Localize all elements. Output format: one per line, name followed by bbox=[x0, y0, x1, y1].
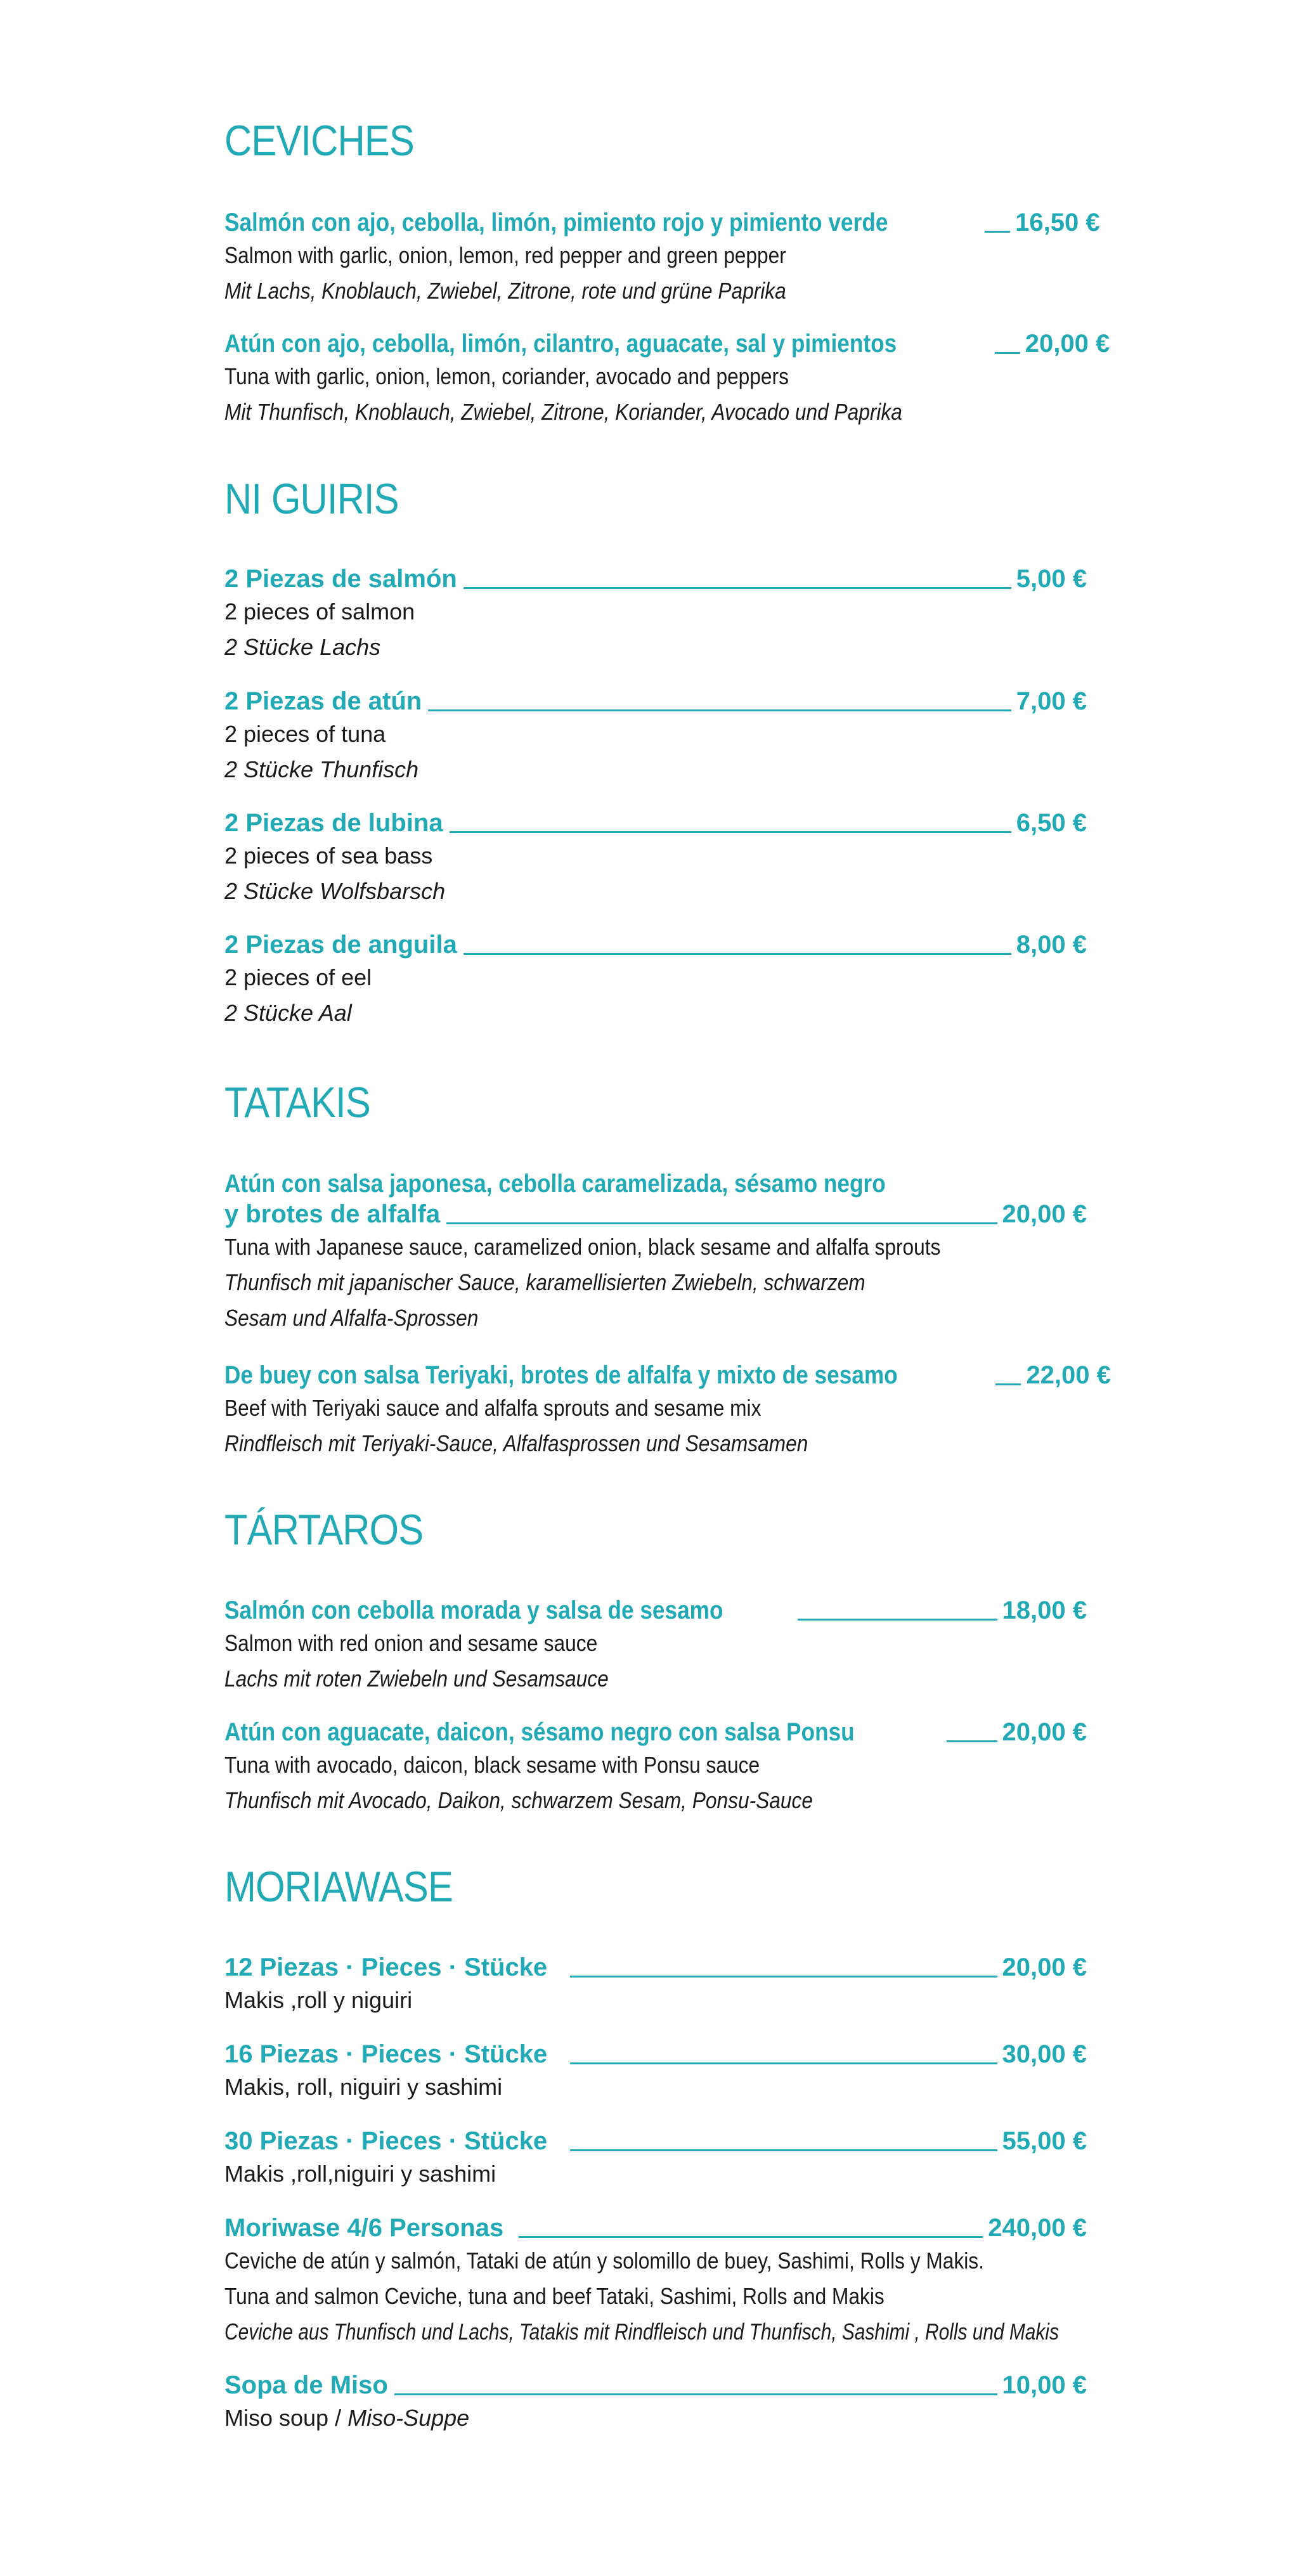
menu-item bbox=[224, 2370, 1087, 2436]
item-desc-en: Tuna with Japanese sauce, caramelized onion, black sesame and alfalfa sprouts bbox=[224, 1234, 941, 1260]
item-desc-en: 2 pieces of tuna bbox=[224, 721, 386, 747]
item-name: 30 Piezas · Pieces · Stücke bbox=[224, 2127, 548, 2155]
item-name: Atún con aguacate, daicon, sésamo negro con salsa Ponsu bbox=[224, 1718, 855, 1746]
item-name: 12 Piezas · Pieces · Stücke bbox=[224, 1953, 548, 1981]
item-desc-en: 2 pieces of salmon bbox=[224, 599, 415, 625]
item-price: 20,00 € bbox=[1002, 1200, 1087, 1228]
menu-item bbox=[224, 1717, 1087, 1818]
item-name: Sopa de Miso bbox=[224, 2371, 388, 2399]
item-desc-en: Tuna and salmon Ceviche, tuna and beef Tataki, Sashimi, Rolls and Makis bbox=[224, 2282, 885, 2309]
item-desc-en: Beef with Teriyaki sauce and alfalfa sprouts and sesame mix bbox=[224, 1395, 762, 1421]
item-desc-de: Lachs mit roten Zwiebeln und Sesamsauce bbox=[224, 1665, 609, 1692]
item-desc-en: Makis, roll, niguiri y sashimi bbox=[224, 2074, 503, 2100]
item-name-line1: Atún con salsa japonesa, cebolla caramelizada, sésamo negro bbox=[224, 1170, 886, 1198]
section-title: TATAKIS bbox=[224, 1078, 370, 1127]
item-price: 30,00 € bbox=[1002, 2040, 1087, 2068]
menu-item bbox=[224, 1360, 1111, 1461]
menu-item bbox=[224, 2039, 1087, 2105]
section-title: CEVICHES bbox=[224, 117, 414, 165]
item-price: 20,00 € bbox=[1002, 1953, 1087, 1981]
leader-line bbox=[446, 1222, 997, 1224]
section-moriawase bbox=[224, 1863, 1087, 1911]
leader-line bbox=[798, 1619, 997, 1621]
menu-item bbox=[224, 2213, 1087, 2349]
menu-item bbox=[224, 1168, 1087, 1335]
item-price: 7,00 € bbox=[1016, 687, 1087, 715]
item-desc-de-line2: Sesam und Alfalfa-Sprossen bbox=[224, 1304, 479, 1331]
item-desc-de: 2 Stücke Wolfsbarsch bbox=[224, 877, 446, 904]
item-desc-en: Makis ,roll,niguiri y sashimi bbox=[224, 2161, 496, 2187]
item-name: 2 Piezas de atún bbox=[224, 687, 422, 715]
item-name: Salmón con cebolla morada y salsa de sesamo bbox=[224, 1596, 723, 1624]
item-desc-de: 2 Stücke Lachs bbox=[224, 633, 381, 660]
item-desc-en: 2 pieces of sea bass bbox=[224, 843, 433, 869]
section-ceviches bbox=[224, 117, 1087, 165]
leader-line bbox=[394, 2393, 997, 2395]
menu-item bbox=[224, 686, 1087, 787]
item-desc-de: 2 Stücke Aal bbox=[224, 999, 352, 1026]
leader-line bbox=[995, 352, 1020, 354]
item-price: 5,00 € bbox=[1016, 565, 1087, 593]
item-desc-de: Thunfisch mit Avocado, Daikon, schwarzem Sesam, Ponsu-Sauce bbox=[224, 1787, 813, 1813]
item-desc-de: Thunfisch mit japanischer Sauce, karamellisierten Zwiebeln, schwarzem bbox=[224, 1269, 865, 1295]
item-name: 2 Piezas de anguila bbox=[224, 931, 457, 959]
item-name: 2 Piezas de lubina bbox=[224, 809, 443, 837]
leader-line bbox=[570, 2149, 997, 2151]
item-name: De buey con salsa Teriyaki, brotes de alfalfa y mixto de sesamo bbox=[224, 1361, 898, 1389]
menu-item bbox=[224, 1595, 1087, 1697]
leader-line bbox=[570, 1976, 997, 1977]
item-price: 20,00 € bbox=[1025, 330, 1110, 358]
item-desc-de: 2 Stücke Thunfisch bbox=[224, 756, 419, 782]
section-title: TÁRTAROS bbox=[224, 1506, 424, 1554]
item-price: 55,00 € bbox=[1002, 2127, 1087, 2155]
item-price: 240,00 € bbox=[988, 2214, 1087, 2242]
section-title: NI GUIRIS bbox=[224, 475, 399, 523]
item-desc-es: Ceviche de atún y salmón, Tataki de atún y solomillo de buey, Sashimi, Rolls y Makis. bbox=[224, 2248, 984, 2274]
item-price: 16,50 € bbox=[1015, 209, 1100, 236]
item-price: 8,00 € bbox=[1016, 931, 1087, 959]
item-desc-en: Tuna with avocado, daicon, black sesame with Ponsu sauce bbox=[224, 1752, 760, 1778]
item-desc-de: Mit Thunfisch, Knoblauch, Zwiebel, Zitrone, Koriander, Avocado und Paprika bbox=[224, 398, 902, 425]
menu-item bbox=[224, 564, 1087, 665]
item-desc-en: Tuna with garlic, onion, lemon, coriander, avocado and peppers bbox=[224, 363, 789, 389]
section-title: MORIAWASE bbox=[224, 1863, 453, 1911]
item-desc-en: Salmon with garlic, onion, lemon, red pepper and green pepper bbox=[224, 242, 786, 268]
menu-item bbox=[224, 207, 1100, 309]
leader-line bbox=[464, 587, 1011, 589]
menu-item bbox=[224, 328, 1110, 430]
leader-line bbox=[570, 2062, 997, 2064]
leader-line bbox=[464, 953, 1011, 955]
item-desc-en: Salmon with red onion and sesame sauce bbox=[224, 1630, 598, 1656]
item-price: 6,50 € bbox=[1016, 809, 1087, 837]
item-name: Salmón con ajo, cebolla, limón, pimiento rojo y pimiento verde bbox=[224, 209, 888, 236]
item-name: 2 Piezas de salmón bbox=[224, 565, 457, 593]
item-price: 18,00 € bbox=[1002, 1596, 1087, 1624]
item-price: 10,00 € bbox=[1002, 2371, 1087, 2399]
leader-line bbox=[428, 709, 1011, 711]
item-desc-de: Ceviche aus Thunfisch und Lachs, Tatakis mit Rindfleisch und Thunfisch, Sashimi , Rolls und Makis bbox=[224, 2318, 1059, 2345]
menu-item bbox=[224, 929, 1087, 1031]
menu-item bbox=[224, 808, 1087, 909]
item-name: Moriwase 4/6 Personas bbox=[224, 2214, 504, 2242]
item-name: Atún con ajo, cebolla, limón, cilantro, aguacate, sal y pimientos bbox=[224, 330, 897, 358]
item-desc-de: Miso-Suppe bbox=[347, 2405, 470, 2431]
section-tatakis bbox=[224, 1078, 1087, 1127]
leader-line bbox=[985, 231, 1010, 233]
item-name: 16 Piezas · Pieces · Stücke bbox=[224, 2040, 548, 2068]
item-desc-de: Rindfleisch mit Teriyaki-Sauce, Alfalfasprossen und Sesamsamen bbox=[224, 1430, 808, 1456]
menu-item bbox=[224, 1952, 1087, 2018]
item-desc-de: Mit Lachs, Knoblauch, Zwiebel, Zitrone, rote und grüne Paprika bbox=[224, 277, 786, 304]
leader-line bbox=[519, 2236, 983, 2238]
item-desc-en: Miso soup / bbox=[224, 2405, 342, 2431]
item-desc-en: Makis ,roll y niguiri bbox=[224, 1987, 413, 2013]
leader-line bbox=[995, 1383, 1021, 1385]
leader-line bbox=[947, 1740, 997, 1742]
item-desc-en: 2 pieces of eel bbox=[224, 964, 372, 990]
section-tartaros bbox=[224, 1506, 1087, 1554]
section-ni-guiris bbox=[224, 477, 1087, 521]
leader-line bbox=[450, 831, 1011, 833]
menu-item bbox=[224, 2126, 1087, 2192]
item-name: y brotes de alfalfa bbox=[224, 1200, 441, 1228]
item-price: 20,00 € bbox=[1002, 1718, 1087, 1746]
item-price: 22,00 € bbox=[1026, 1361, 1111, 1389]
